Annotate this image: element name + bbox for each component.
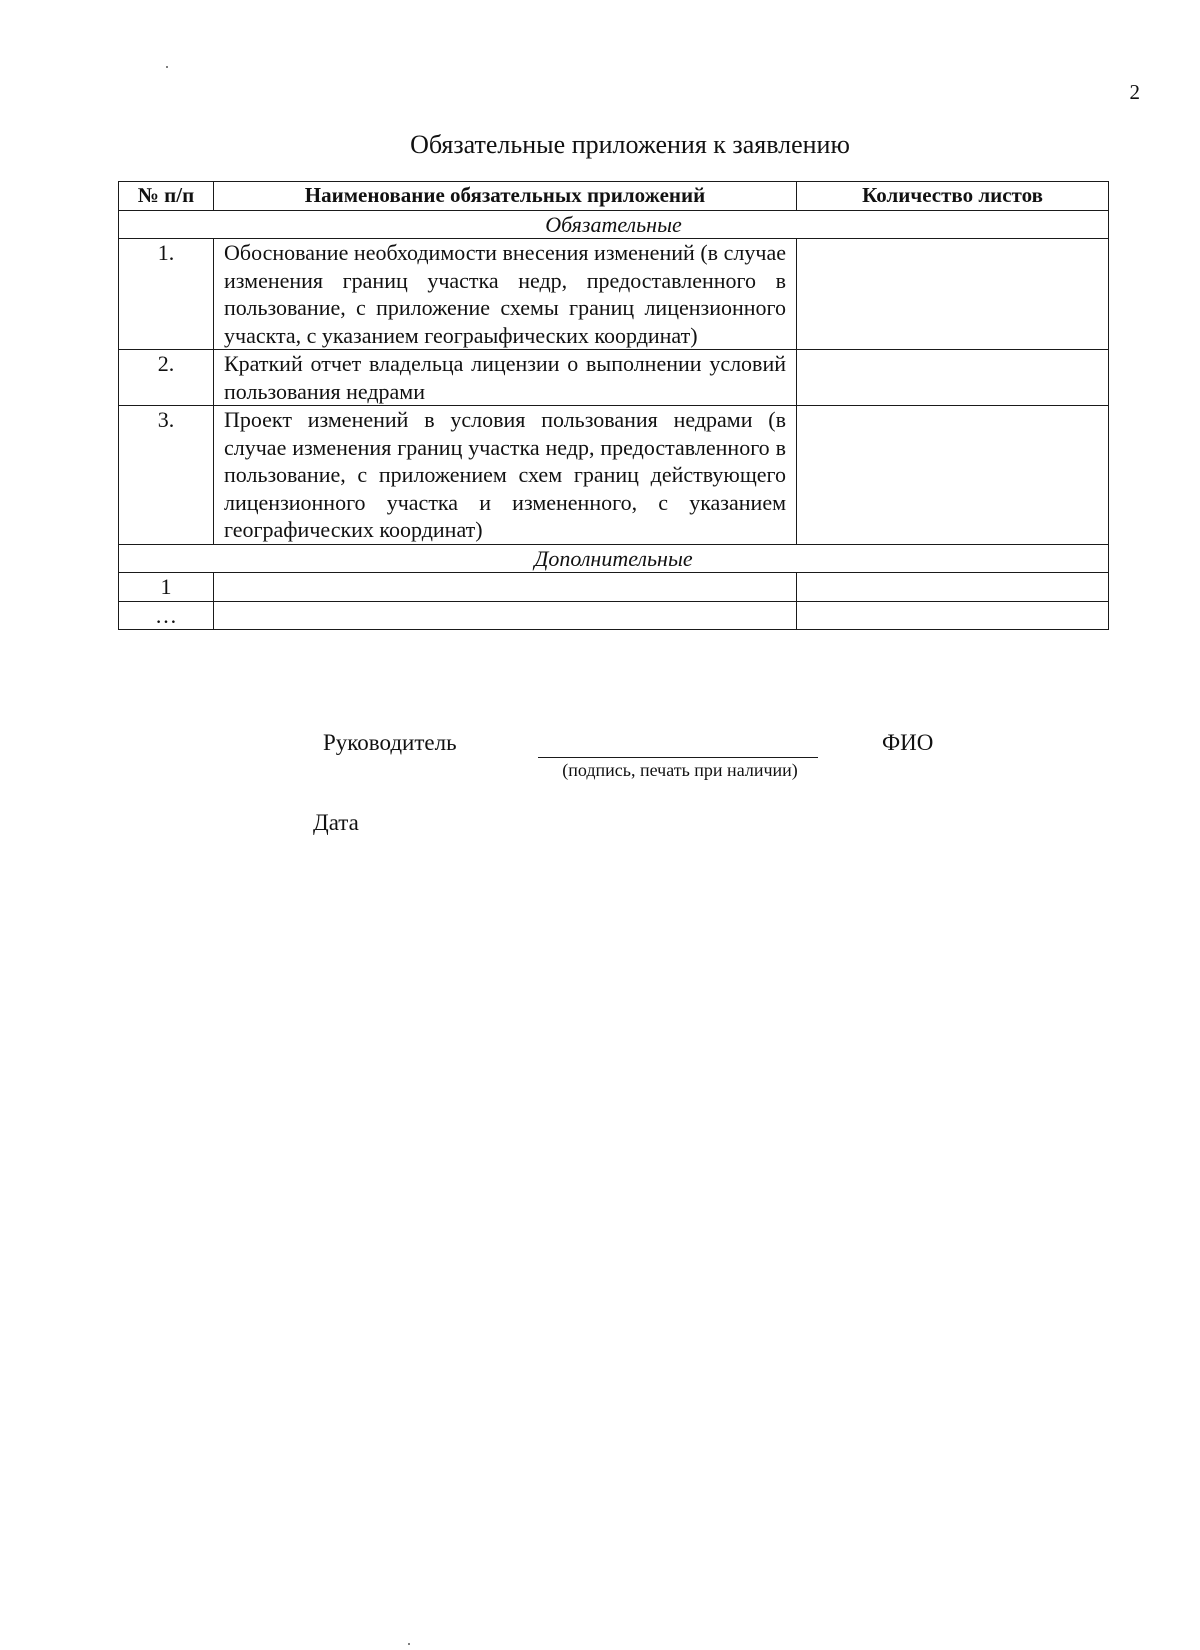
row-num: … <box>119 601 214 630</box>
table-row <box>119 601 1109 630</box>
row-name: Краткий отчет владельца лицензии о выполнении условий пользования недрами <box>214 350 797 406</box>
row-num: 3. <box>119 406 214 545</box>
row-sheets <box>797 406 1109 545</box>
section-row-mandatory <box>119 210 1109 239</box>
section-label: Дополнительные <box>119 544 1109 573</box>
row-sheets <box>797 601 1109 630</box>
signature-block <box>0 730 1200 790</box>
table-row <box>119 350 1109 406</box>
table-row <box>119 406 1109 545</box>
scan-speck <box>166 66 168 68</box>
row-name: Обоснование необходимости внесения изменений (в случае изменения границ участка недр, предоставленного в пользование, с приложение схемы границ лицензионного учаскта, с указанием геограыфических координат) <box>214 239 797 350</box>
header-num: № п/п <box>119 182 214 211</box>
row-sheets <box>797 573 1109 602</box>
document-title: Обязательные приложения к заявлению <box>410 130 850 159</box>
signature-line <box>538 757 818 758</box>
row-name: Проект изменений в условия пользования недрами (в случае изменения границ участка недр, предоставленного в пользование, с приложением схем границ действующего лицензионного участка и измененного, с указанием географических координат) <box>214 406 797 545</box>
row-num: 2. <box>119 350 214 406</box>
signature-caption: (подпись, печать при наличии) <box>562 760 798 780</box>
scan-speck <box>408 1643 410 1645</box>
section-row-additional <box>119 544 1109 573</box>
header-sheets: Количество листов <box>797 182 1109 211</box>
annexes-table <box>118 181 1109 630</box>
fio-label: ФИО <box>882 730 934 755</box>
page-number: 2 <box>1129 80 1140 104</box>
date-label: Дата <box>313 810 359 835</box>
table-row <box>119 573 1109 602</box>
row-name <box>214 601 797 630</box>
table-header-row <box>119 182 1109 211</box>
row-name <box>214 573 797 602</box>
row-num: 1 <box>119 573 214 602</box>
table-row <box>119 239 1109 350</box>
row-num: 1. <box>119 239 214 350</box>
row-sheets <box>797 350 1109 406</box>
head-label: Руководитель <box>323 730 457 755</box>
header-name: Наименование обязательных приложений <box>214 182 797 211</box>
row-sheets <box>797 239 1109 350</box>
section-label: Обязательные <box>119 210 1109 239</box>
